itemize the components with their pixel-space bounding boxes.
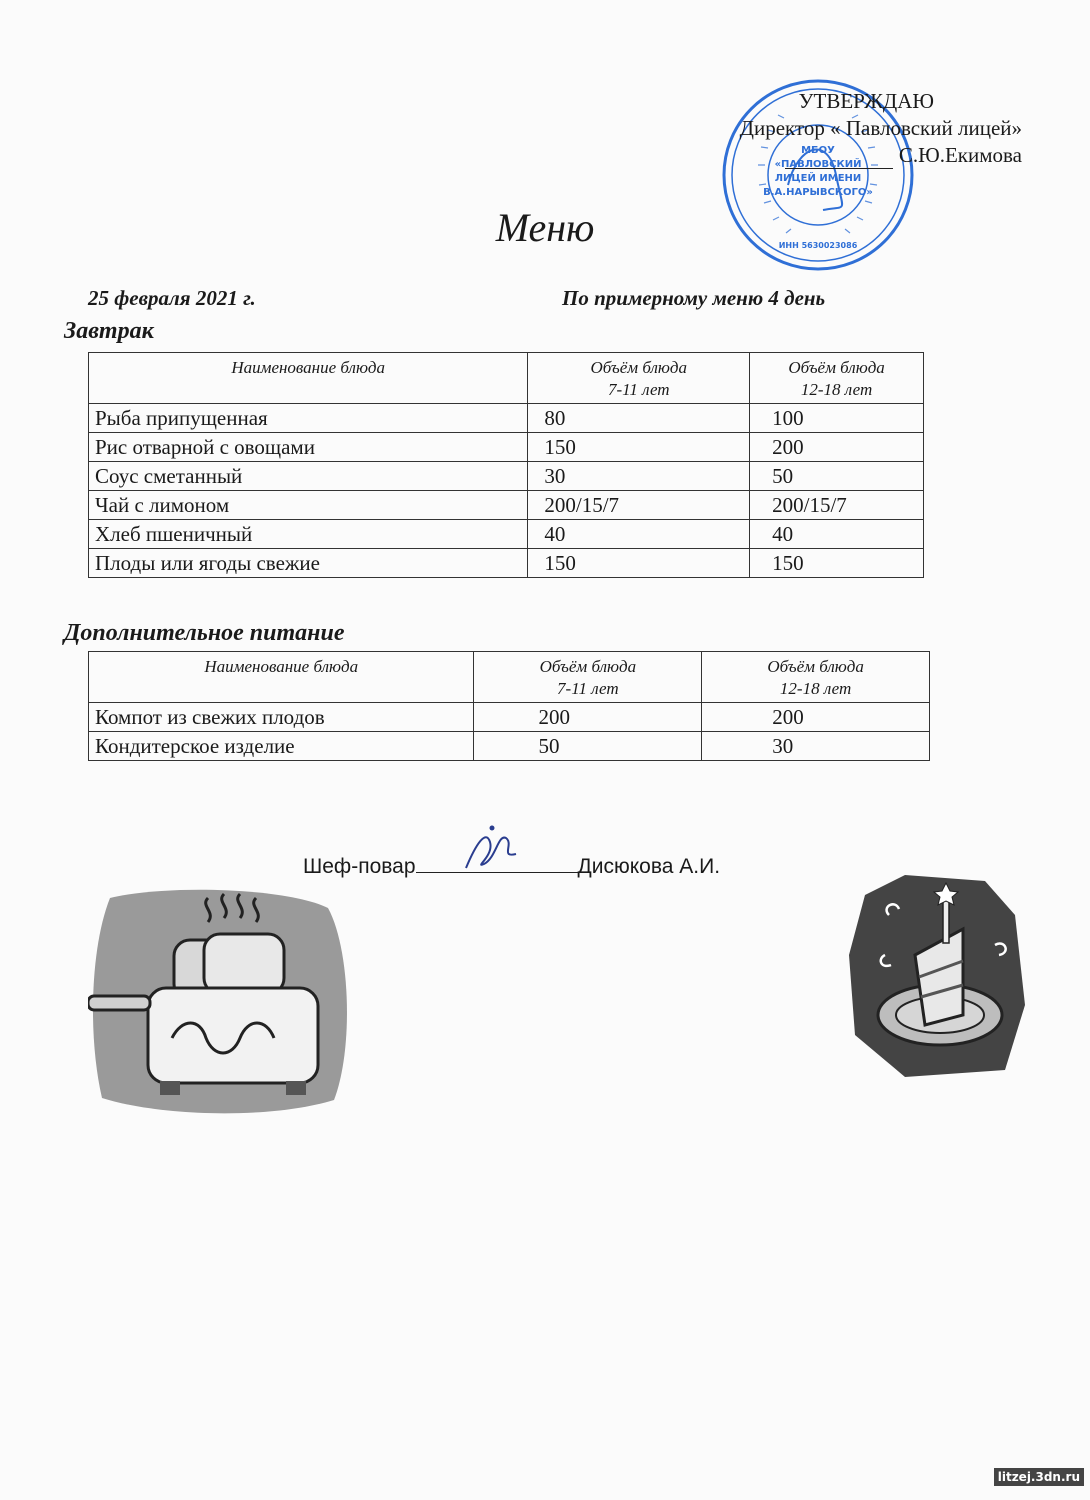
- menu-plan: По примерному меню 4 день: [562, 286, 826, 310]
- table-row: Чай с лимоном 200/15/7 200/15/7: [89, 491, 924, 520]
- header-vol1: Объём блюда 7-11 лет: [528, 353, 750, 404]
- page-title: Меню: [495, 205, 595, 250]
- table-row: Соус сметанный 30 50: [89, 462, 924, 491]
- table-row: Рис отварной с овощами 150 200: [89, 433, 924, 462]
- header-name: Наименование блюда: [89, 353, 528, 404]
- table-row: Хлеб пшеничный 40 40: [89, 520, 924, 549]
- cake-image: [845, 865, 1030, 1080]
- site-watermark: litzej.3dn.ru: [994, 1468, 1084, 1486]
- svg-text:ЛИЦЕЙ ИМЕНИ: ЛИЦЕЙ ИМЕНИ: [774, 173, 862, 184]
- chef-signature: [303, 854, 720, 879]
- chef-label: Шеф-повар: [303, 855, 416, 878]
- table-row: Плоды или ягоды свежие 150 150: [89, 549, 924, 578]
- extra-table: [88, 651, 930, 761]
- toaster-image: [88, 888, 350, 1116]
- table-header-row: [89, 353, 924, 404]
- svg-text:В.А.НАРЫВСКОГО»: В.А.НАРЫВСКОГО»: [763, 187, 873, 198]
- approval-block: [740, 88, 1022, 169]
- header-vol2: Объём блюда 12-18 лет: [702, 652, 930, 703]
- table-row: Компот из свежих плодов 200 200: [89, 703, 930, 732]
- extra-heading: Дополнительное питание: [64, 620, 345, 646]
- approval-position: Директор « Павловский лицей»: [739, 115, 1022, 140]
- table-row: Рыба припущенная 80 100: [89, 404, 924, 433]
- table-header-row: [89, 652, 930, 703]
- signature-line: [785, 154, 893, 169]
- header-name: Наименование блюда: [89, 652, 474, 703]
- handwritten-signature-icon: [456, 824, 536, 878]
- svg-text:ИНН 5630023086: ИНН 5630023086: [778, 241, 858, 250]
- header-vol2: Объём блюда 12-18 лет: [750, 353, 924, 404]
- svg-text:МБОУ: МБОУ: [801, 145, 835, 156]
- header-vol1: Объём блюда 7-11 лет: [474, 652, 702, 703]
- chef-name: Дисюкова А.И.: [577, 855, 721, 878]
- table-row: Кондитерское изделие 50 30: [89, 732, 930, 761]
- approval-name: С.Ю.Екимова: [898, 142, 1022, 167]
- signature-line: [416, 854, 578, 873]
- breakfast-heading: Завтрак: [64, 318, 154, 344]
- menu-date: 25 февраля 2021 г.: [88, 286, 256, 310]
- breakfast-table: [88, 352, 924, 578]
- svg-text:«ПАВЛОВСКИЙ: «ПАВЛОВСКИЙ: [774, 159, 862, 170]
- approval-heading: УТВЕРЖДАЮ: [798, 89, 934, 113]
